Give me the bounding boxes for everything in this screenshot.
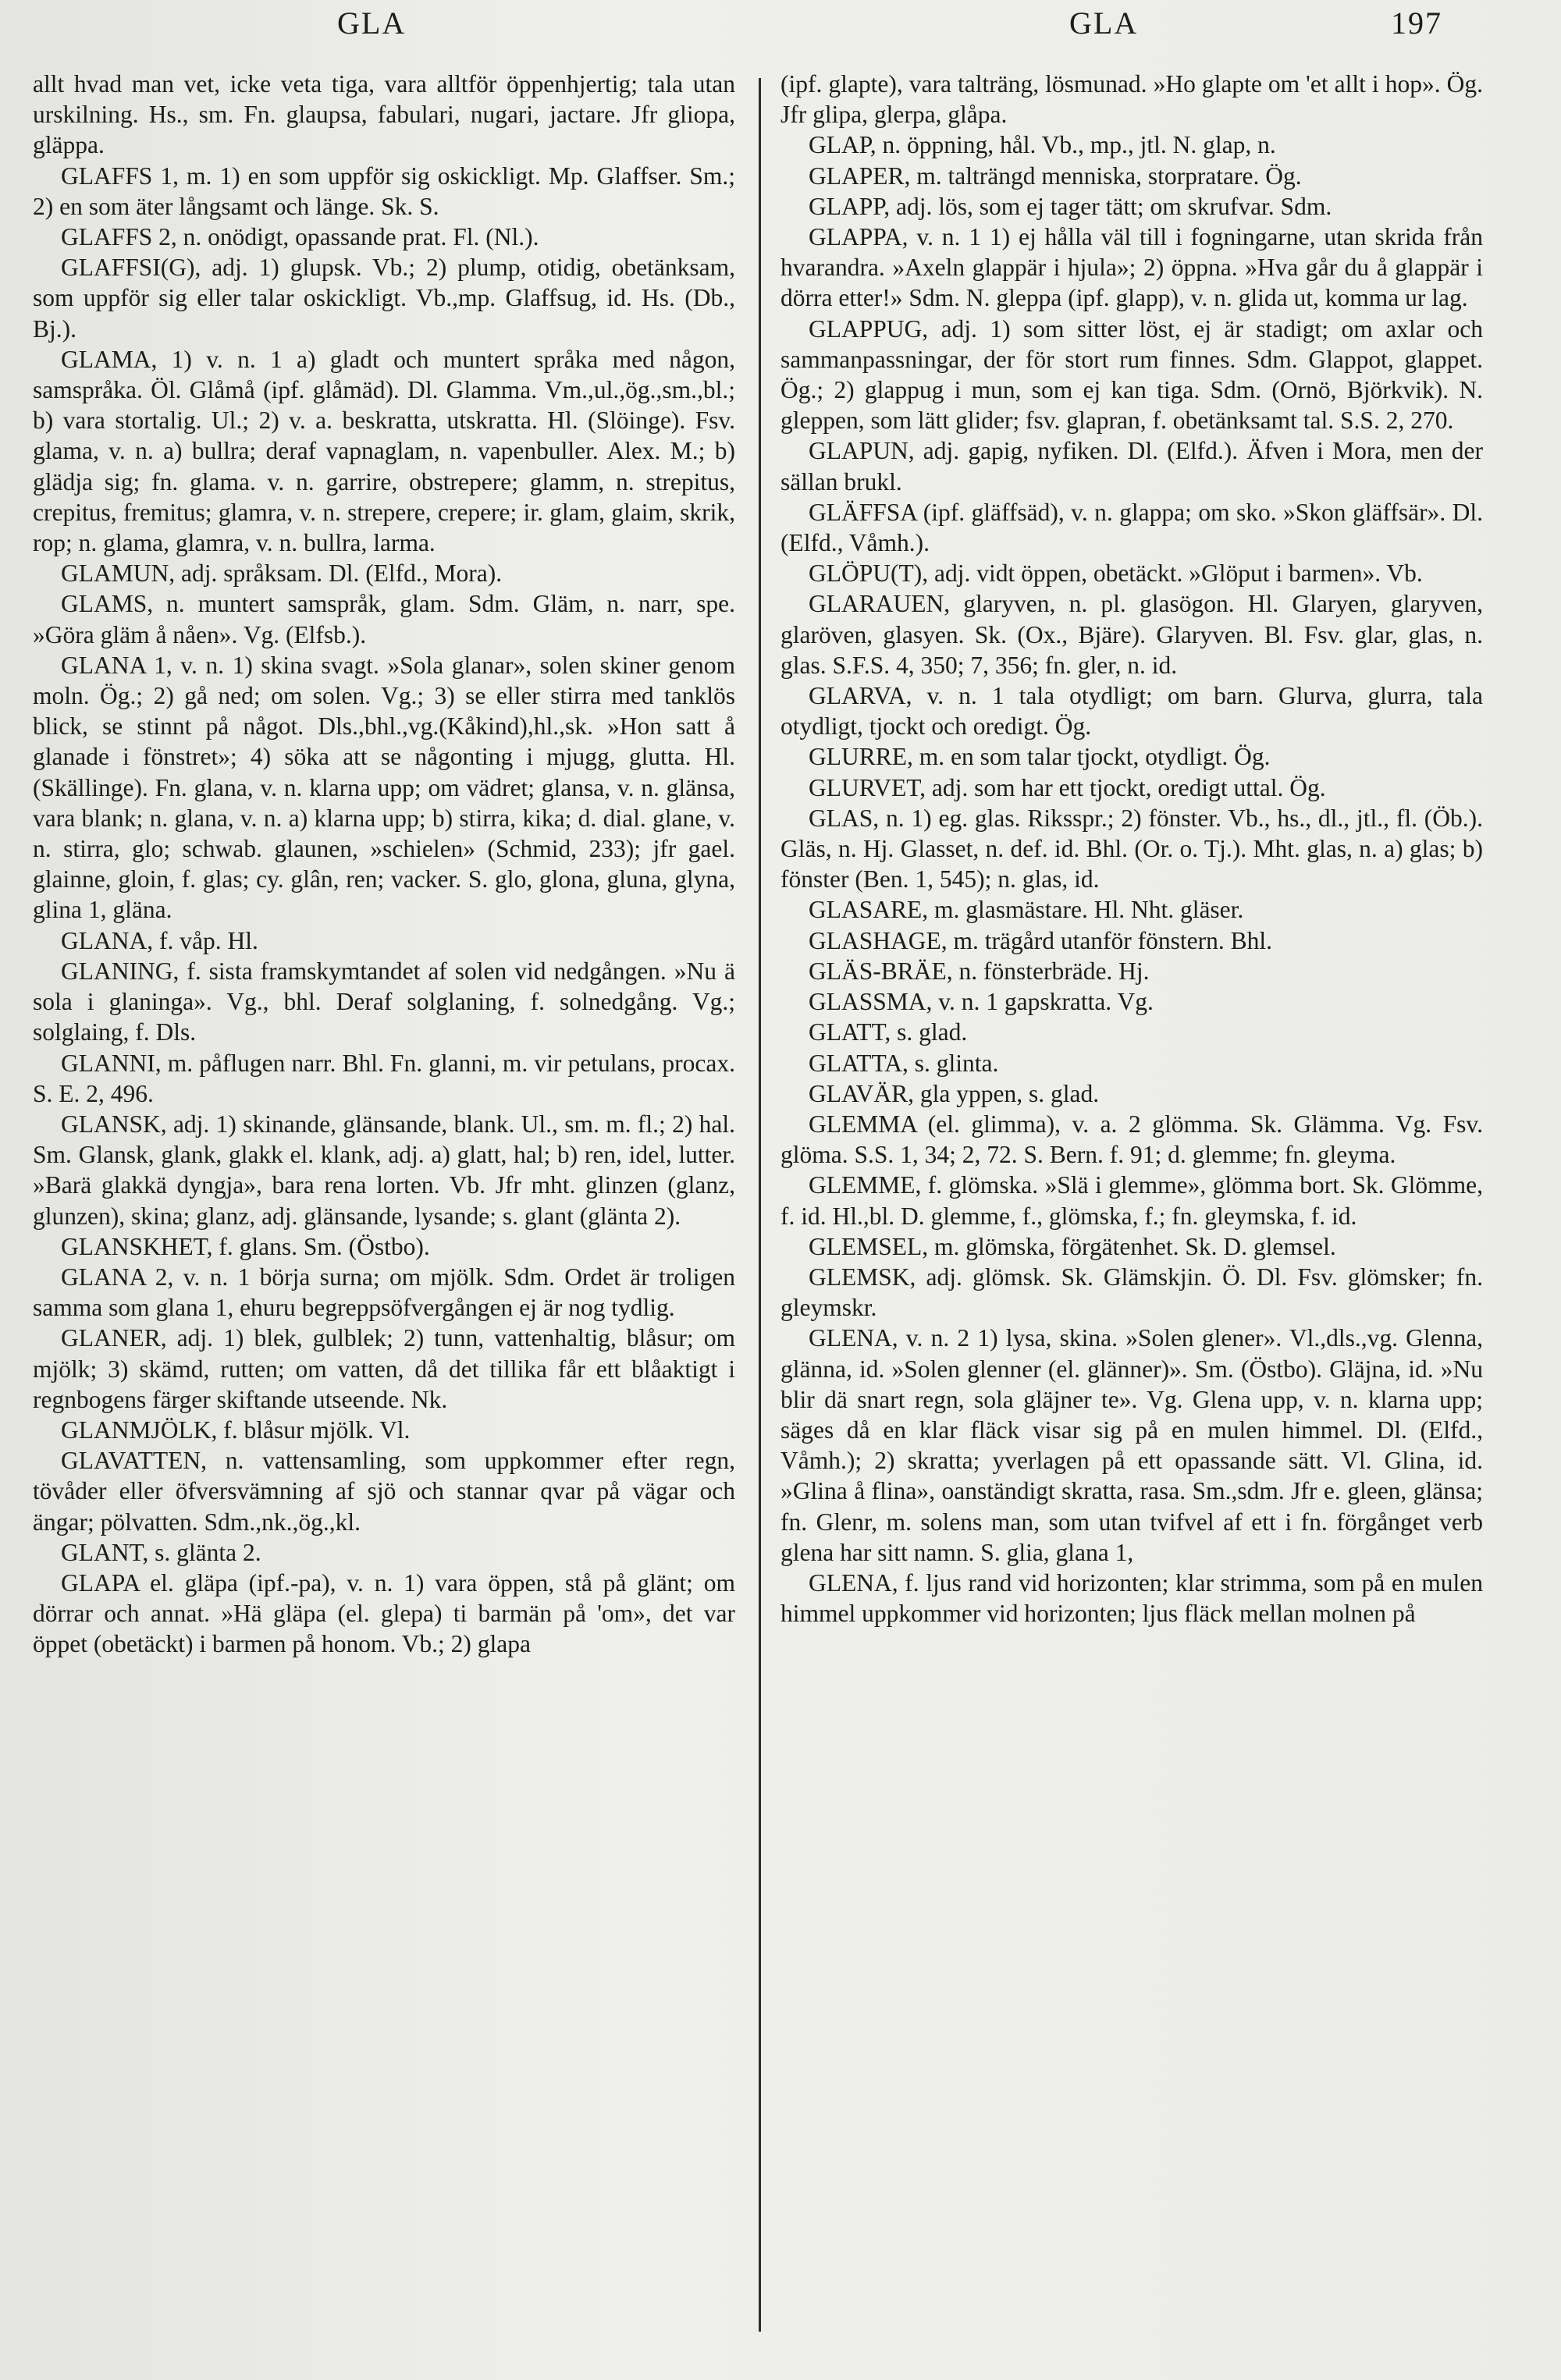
entry-paragraph: GLANING, f. sista framskymtandet af solen vid nedgången. »Nu ä sola i glaninga». Vg., bhl. Deraf solglaning, f. solnedgång. Vg.; solglaing, f. Dls. [33, 957, 735, 1046]
page-number: 197 [1391, 5, 1442, 41]
entry-paragraph: GLANA, f. våp. Hl. [61, 926, 258, 954]
entry-paragraph: GLAFFS 1, m. 1) en som uppför sig oskickligt. Mp. Glaffser. Sm.; 2) en som äter långsamt och länge. Sk. S. [33, 162, 735, 220]
entry-paragraph: GLANNI, m. påflugen narr. Bhl. Fn. glanni, m. vir petulans, procax. S. E. 2, 496. [33, 1049, 735, 1107]
entry-paragraph: GLENA, f. ljus rand vid horizonten; klar strimma, som på en mulen himmel uppkommer vid horizonten; ljus fläck mellan molnen på [780, 1568, 1483, 1628]
left-column [33, 69, 735, 1660]
entry-paragraph: GLURVET, adj. som har ett tjockt, oredigt uttal. Ög. [809, 773, 1326, 801]
running-head-right: GLA [1069, 5, 1139, 41]
entry-paragraph: GLAFFS 2, n. onödigt, opassande prat. Fl. (Nl.). [61, 223, 539, 251]
entry-paragraph: GLAS, n. 1) eg. glas. Riksspr.; 2) fönster. Vb., hs., dl., jtl., fl. (Öb.). Gläs, n. Hj. Glasset, n. def. id. Bhl. (Or. o. Tj.). Mht. glas, n. a) glas; b) fönster (Ben. 1, 545); n. glas, id. [780, 804, 1483, 893]
entry-paragraph: GLASHAGE, m. trägård utanför fönstern. Bhl. [809, 926, 1273, 954]
entry-paragraph: GLAPPUG, adj. 1) som sitter löst, ej är stadigt; om axlar och sammanpassningar, der för stort rum finnes. Sdm. Glappot, glappet. Ög.; 2) glappug i mun, som ej kan tiga. Sdm. (Ornö, Björkvik). N. gleppen, som lätt glider; fsv. glapran, f. obetänksamt tal. S.S. 2, 270. [780, 314, 1483, 435]
entry-paragraph: (ipf. glapte), vara talträng, lösmunad. »Ho glapte om 'et allt i hop». Ög. Jfr glipa, glerpa, glåpa. [780, 70, 1483, 129]
entry-paragraph: GLAPP, adj. lös, som ej tager tätt; om skrufvar. Sdm. [809, 192, 1332, 220]
entry-paragraph: GLÄS-BRÄE, n. fönsterbräde. Hj. [809, 957, 1150, 985]
entry-paragraph: GLANSK, adj. 1) skinande, glänsande, blank. Ul., sm. m. fl.; 2) hal. Sm. Glansk, glank, glakk el. klank, adj. a) glatt, hal; b) ren, idel, lutter. »Barä glakkä dyngja», bara rena lorten. Vb. Jfr mht. glinzen (glanz, glunzen), skina; glanz, adj. glänsande, lysande; s. glant (glänta 2). [33, 1110, 735, 1230]
right-column [780, 69, 1483, 1629]
entry-paragraph: GLANT, s. glänta 2. [61, 1538, 261, 1566]
entry-paragraph: GLEMSK, adj. glömsk. Sk. Glämskjin. Ö. Dl. Fsv. glömsker; fn. gleymskr. [780, 1263, 1483, 1322]
entry-paragraph: GLEMME, f. glömska. »Slä i glemme», glömma bort. Sk. Glömme, f. id. Hl.,bl. D. glemme, f., glömska, f.; fn. gleymska, f. id. [780, 1171, 1483, 1230]
entry-paragraph: GLASSMA, v. n. 1 gapskratta. Vg. [809, 988, 1154, 1016]
entry-paragraph: GLAVÄR, gla yppen, s. glad. [809, 1079, 1100, 1107]
entry-paragraph: GLARVA, v. n. 1 tala otydligt; om barn. Glurva, glurra, tala otydligt, tjockt och oredigt. Ög. [780, 682, 1483, 741]
entry-paragraph: GLENA, v. n. 2 1) lysa, skina. »Solen glener». Vl.,dls.,vg. Glenna, glänna, id. »Solen glenner (el. glänner)». Sm. (Östbo). Gläjna, id. »Nu blir dä snart regn, sola gläjner te». Vg. Glena upp, v. n. klarna upp; säges då en klar fläck visar sig på en mulen himmel. Dl. (Elfd., Våmh.); 2) skratta; yverlagen på ett opassande sätt. Vl. Glina, id. »Glina å flina», oanständigt skratta, rasa. Sm.,sdm. Jfr e. gleen, glänsa; fn. Glenr, m. solens man, som utan tvifvel af ett i fn. förgånget verb glena har sitt namn. S. glia, glana 1, [780, 1324, 1483, 1566]
column-divider [759, 78, 761, 2332]
entry-paragraph: GLEMSEL, m. glömska, förgätenhet. Sk. D. glemsel. [809, 1232, 1336, 1260]
entry-paragraph: GLAMUN, adj. språksam. Dl. (Elfd., Mora). [61, 559, 503, 588]
entry-paragraph: GLAPA el. gläpa (ipf.-pa), v. n. 1) vara öppen, stå på glänt; om dörrar och annat. »Hä gläpa (el. glepa) ti barmän på 'om», det var öppet (obetäckt) i barmen på honom. Vb.; 2) glapa [33, 1568, 735, 1658]
entry-paragraph: GLATT, s. glad. [809, 1018, 968, 1046]
entry-paragraph: allt hvad man vet, icke veta tiga, vara alltför öppenhjertig; tala utan urskilning. Hs., sm. Fn. glaupsa, fabulari, nugari, jactare. Jfr gliopa, gläppa. [33, 70, 735, 159]
entry-paragraph: GLANER, adj. 1) blek, gulblek; 2) tunn, vattenhaltig, blåsur; om mjölk; 3) skämd, rutten; om vatten, då det tillika får ett blåaktigt i regnbogens färger skiftande utseende. Nk. [33, 1324, 735, 1413]
entry-paragraph: GLAMS, n. muntert samspråk, glam. Sdm. Gläm, n. narr, spe. »Göra gläm å nåen». Vg. (Elfsb.). [33, 590, 735, 648]
entry-paragraph: GLAFFSI(G), adj. 1) glupsk. Vb.; 2) plump, otidig, obetänksam, som uppför sig eller talar oskickligt. Vb.,mp. Glaffsug, id. Hs. (Db., Bj.). [33, 254, 735, 343]
entry-paragraph: GLASARE, m. glasmästare. Hl. Nht. gläser. [809, 896, 1244, 924]
entry-paragraph: GLANMJÖLK, f. blåsur mjölk. Vl. [61, 1416, 411, 1444]
entry-paragraph: GLAMA, 1) v. n. 1 a) gladt och muntert språka med någon, samspråka. Öl. Glåmå (ipf. glåmäd). Dl. Glamma. Vm.,ul.,ög.,sm.,bl.; b) vara stortalig. Ul.; 2) v. a. beskratta, utskratta. Hl. (Slöinge). Fsv. glama, v. n. a) bullra; deraf vapnaglam, n. vapenbuller. Alex. M.; b) glädja sig; fn. glama. v. n. garrire, obstrepere; glamm, n. strepitus, crepitus, fremitus; glamra, v. n. strepere, crepere; ir. glam, glaim, skrik, rop; n. glama, glamra, v. n. bullra, larma. [33, 345, 735, 557]
entry-paragraph: GLURRE, m. en som talar tjockt, otydligt. Ög. [809, 743, 1271, 771]
entry-paragraph: GLÄFFSA (ipf. gläffsäd), v. n. glappa; om sko. »Skon gläffsär». Dl. (Elfd., Våmh.). [780, 498, 1483, 557]
entry-paragraph: GLAPER, m. talträngd menniska, storpratare. Ög. [809, 162, 1302, 190]
entry-paragraph: GLANSKHET, f. glans. Sm. (Östbo). [61, 1232, 430, 1260]
entry-paragraph: GLAP, n. öppning, hål. Vb., mp., jtl. N. glap, n. [809, 131, 1276, 159]
entry-paragraph: GLAPUN, adj. gapig, nyfiken. Dl. (Elfd.). Äfven i Mora, men der sällan brukl. [780, 437, 1483, 496]
running-head-left: GLA [337, 5, 407, 41]
entry-paragraph: GLANA 2, v. n. 1 börja surna; om mjölk. Sdm. Ordet är troligen samma som glana 1, ehuru begreppsöfvergången ej är nog tydlig. [33, 1263, 735, 1322]
entry-paragraph: GLAVATTEN, n. vattensamling, som uppkommer efter regn, tövåder eller öfversvämning af sjö och stannar qvar på vägar och ängar; pölvatten. Sdm.,nk.,ög.,kl. [33, 1447, 735, 1536]
entry-paragraph: GLANA 1, v. n. 1) skina svagt. »Sola glanar», solen skiner genom moln. Ög.; 2) gå ned; om solen. Vg.; 3) se eller stirra med tanklös blick, se stinnt på något. Dls.,bhl.,vg.(Kåkind),hl.,sk. »Hon satt å glanade i fönstret»; 4) söka att se någonting i mjugg, glutta. Hl. (Skällinge). Fn. glana, v. n. klarna upp; om vädret; glansa, v. n. glänsa, vara blank; n. glana, v. n. a) klarna upp; b) stirra, kika; d. dial. glane, v. n. stirra, glo; schwab. glaunen, »schielen» (Schmid, 233); jfr gael. glainne, gloin, f. glas; cy. glân, ren; vacker. S. glo, glona, gluna, glyna, glina 1, gläna. [33, 651, 735, 924]
entry-paragraph: GLEMMA (el. glimma), v. a. 2 glömma. Sk. Glämma. Vg. Fsv. glöma. S.S. 1, 34; 2, 72. S. Bern. f. 91; d. glemme; fn. gleyma. [780, 1110, 1483, 1169]
entry-paragraph: GLAPPA, v. n. 1 1) ej hålla väl till i fogningarne, utan skrida från hvarandra. »Axeln glappär i hjula»; 2) öppna. »Hva går du å glappär i dörra etter!» Sdm. N. gleppa (ipf. glapp), v. n. glida ut, komma ur lag. [780, 223, 1483, 312]
entry-paragraph: GLÖPU(T), adj. vidt öppen, obetäckt. »Glöput i barmen». Vb. [809, 559, 1423, 588]
entry-paragraph: GLATTA, s. glinta. [809, 1049, 999, 1077]
entry-paragraph: GLARAUEN, glaryven, n. pl. glasögon. Hl. Glaryen, glaryven, glaröven, glasyen. Sk. (Ox., Bjäre). Glaryven. Bl. Fsv. glar, glas, n. glas. S.F.S. 4, 350; 7, 356; fn. gler, n. id. [780, 590, 1483, 679]
